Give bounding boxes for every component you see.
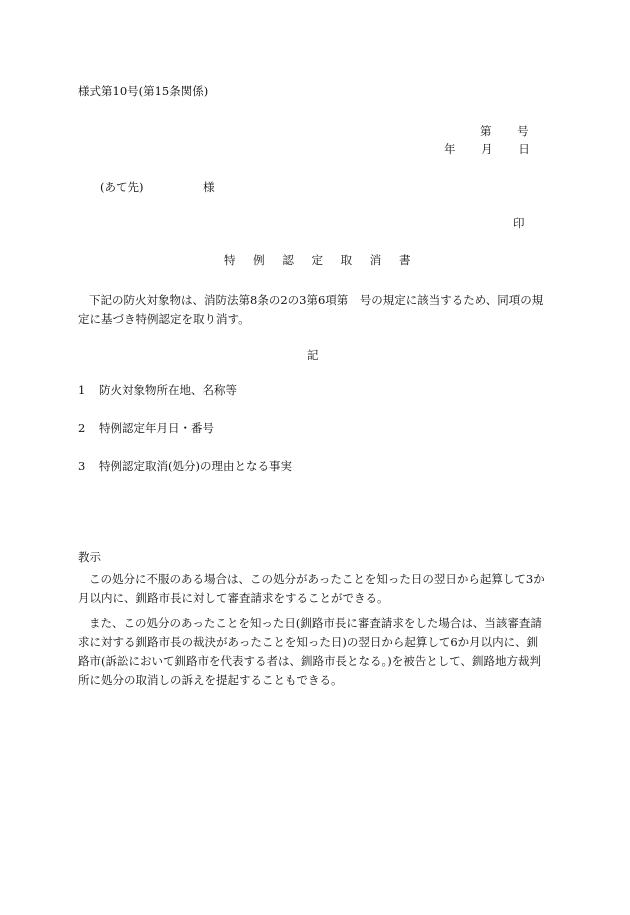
title-char: 例 bbox=[253, 253, 265, 267]
intro-paragraph: 下記の防火対象物は、消防法第8条の2の3第6項第 号の規定に該当するため、同項の規定に基づき特例認定を取り消す。 bbox=[78, 293, 544, 326]
date-line bbox=[444, 142, 530, 156]
title-char: 特 bbox=[224, 253, 236, 267]
item-number: 3 bbox=[78, 459, 86, 473]
ki-heading: 記 bbox=[307, 348, 319, 362]
document-title bbox=[224, 253, 410, 267]
addressee-label: (あて先) bbox=[100, 180, 144, 194]
addressee-honorific: 様 bbox=[203, 180, 215, 194]
title-char: 定 bbox=[311, 253, 323, 267]
item-number: 2 bbox=[78, 421, 86, 435]
date-day: 日 bbox=[518, 142, 530, 156]
item-2 bbox=[78, 421, 214, 435]
item-3 bbox=[78, 459, 292, 473]
title-char: 認 bbox=[282, 253, 294, 267]
date-year: 年 bbox=[444, 142, 456, 156]
number-line bbox=[480, 124, 529, 138]
addressee-line bbox=[100, 180, 215, 194]
seal-mark: 印 bbox=[513, 216, 525, 230]
title-char: 消 bbox=[369, 253, 382, 267]
item-text: 特例認定年月日・番号 bbox=[98, 421, 214, 435]
number-go: 号 bbox=[517, 124, 529, 138]
notice-paragraph-2: また、この処分のあったことを知った日(釧路市長に審査請求をした場合は、当該審査請求に対する釧路市長の裁決があったことを知った日)の翌日から起算して6か月以内に、釧路市(訴訟において釧路市を代表する者は、釧路市長となる。)を被告として、釧路地方裁判所に処分の取消しの訴えを提起することもできる。 bbox=[78, 616, 542, 687]
item-number: 1 bbox=[78, 383, 86, 397]
item-text: 特例認定取消(処分)の理由となる事実 bbox=[98, 459, 292, 473]
notice-paragraph-1: この処分に不服のある場合は、この処分があったことを知った日の翌日から起算して3か月以内に、釧路市長に対して審査請求をすることができる。 bbox=[78, 572, 545, 605]
number-dai: 第 bbox=[480, 124, 492, 138]
form-number: 様式第10号(第15条関係) bbox=[78, 84, 209, 98]
item-1 bbox=[78, 383, 237, 397]
title-char: 取 bbox=[340, 253, 353, 267]
notice-heading: 教示 bbox=[78, 550, 101, 564]
item-text: 防火対象物所在地、名称等 bbox=[98, 383, 237, 397]
title-char: 書 bbox=[398, 253, 411, 267]
date-month: 月 bbox=[481, 142, 493, 156]
